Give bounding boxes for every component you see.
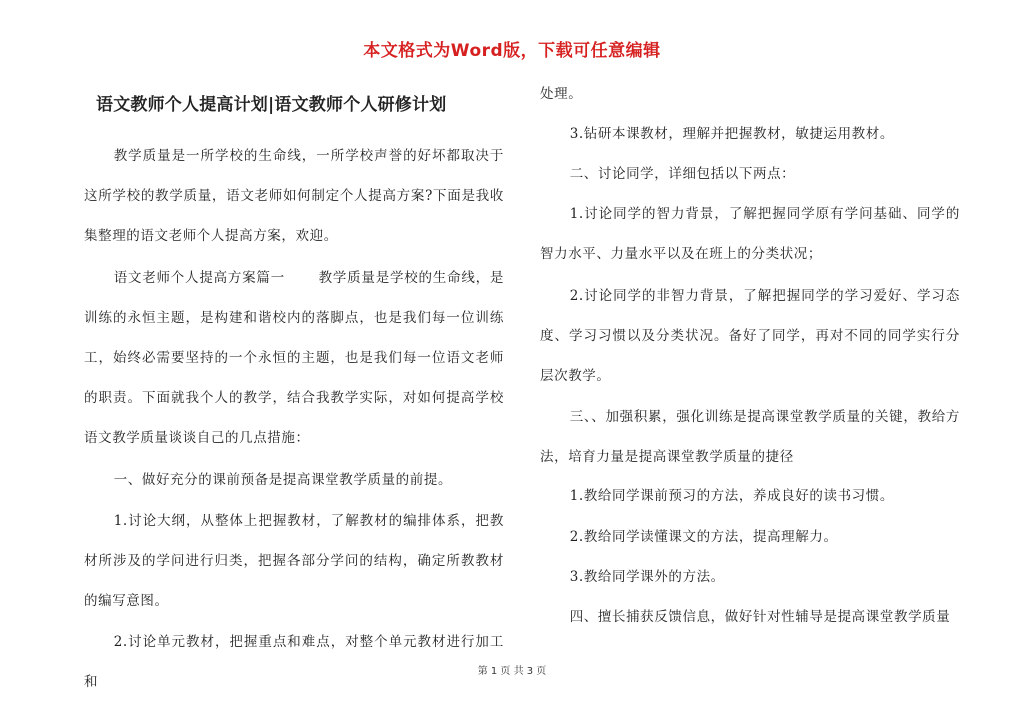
- paragraph-item-2-2: 2.讨论同学的非智力背景，了解把握同学的学习爱好、学习态度、学习习惯以及分类状况。备好了同学，再对不同的同学实行分层次教学。: [540, 288, 960, 384]
- paragraph-item-3-2: 2.教给同学读懂课文的方法，提高理解力。: [569, 529, 838, 545]
- paragraph-item-1-3: 3.钻研本课教材，理解并把握教材，敏捷运用教材。: [569, 126, 894, 142]
- paragraph-item-2-1: 1.讨论同学的智力背景，了解把握同学原有学问基础、同学的智力水平、力量水平以及在班上的分类状况；: [540, 206, 960, 262]
- paragraph-plan-one: 语文老师个人提高方案篇一 教学质量是学校的生命线，是训练的永恒主题，是构建和谐校内的落脚点，也是我们每一位训练工，始终必需要坚持的一个永恒的主题，也是我们每一位语文老师的职责。下面就我个人的教学，结合我教学实际，对如何提高学校语文教学质量谈谈自己的几点措施：: [84, 270, 504, 446]
- heading-section-two: 二、讨论同学，详细包括以下两点：: [569, 166, 796, 182]
- page-footer: 第 1 页 共 3 页: [477, 666, 547, 677]
- word-format-banner: 本文格式为Word版，下载可任意编辑: [363, 41, 661, 61]
- paragraph-continuation: 处理。: [540, 86, 583, 102]
- paragraph-intro: 教学质量是一所学校的生命线，一所学校声誉的好坏都取决于这所学校的教学质量，语文老师如何制定个人提高方案?下面是我收集整理的语文老师个人提高方案，欢迎。: [84, 148, 504, 244]
- heading-section-three: 三、、加强积累，强化训练是提高课堂教学质量的关键，教给方法，培育力量是提高课堂教学质量的捷径: [540, 409, 960, 465]
- paragraph-item-3-3: 3.教给同学课外的方法。: [569, 569, 725, 585]
- document-title: 语文教师个人提高计划|语文教师个人研修计划: [96, 95, 447, 115]
- paragraph-item-1-1: 1.讨论大纲，从整体上把握教材，了解教材的编排体系，把教材所涉及的学问进行归类，把握各部分学问的结构，确定所教教材的编写意图。: [84, 513, 504, 609]
- heading-section-one: 一、做好充分的课前预备是提高课堂教学质量的前提。: [113, 472, 453, 488]
- paragraph-item-3-1: 1.教给同学课前预习的方法，养成良好的读书习惯。: [569, 488, 894, 504]
- paragraph-item-1-2: 2.讨论单元教材，把握重点和难点，对整个单元教材进行加工和: [84, 634, 504, 690]
- heading-section-four: 四、擅长捕获反馈信息，做好针对性辅导是提高课堂教学质量: [569, 609, 951, 625]
